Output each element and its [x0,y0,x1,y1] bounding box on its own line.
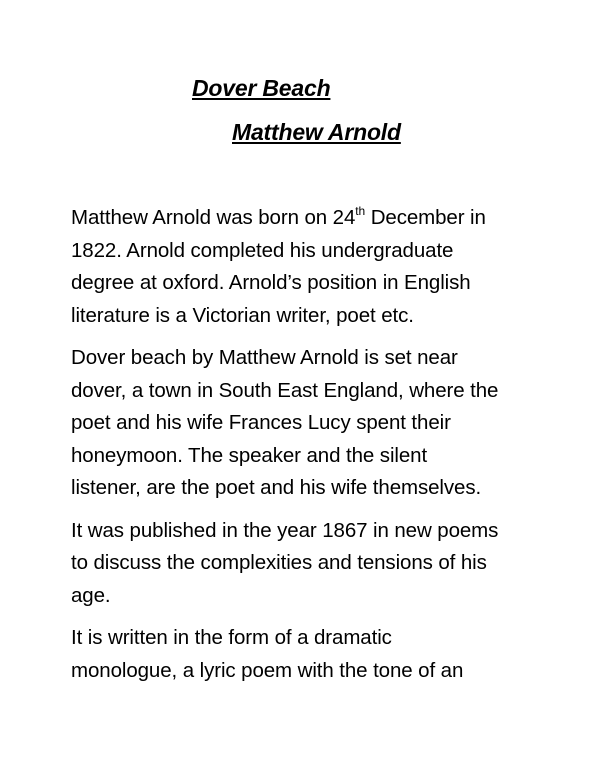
document-title: Dover Beach [192,75,331,101]
text-line: age. [71,583,111,607]
paragraph [71,622,541,687]
text-line: It was published in the year 1867 in new poems [71,518,499,542]
text-segment: Matthew Arnold was born on 24 [71,206,356,229]
text-line: degree at oxford. Arnold’s position in English [71,271,471,294]
text-line: poet and his wife Frances Lucy spent their [71,411,451,434]
text-line: monologue, a lyric poem with the tone of an [71,658,464,682]
document-author: Matthew Arnold [232,119,401,145]
text-line: dover, a town in South East England, where the [71,378,499,402]
text-line: Dover beach by Matthew Arnold is set near [71,346,458,369]
document-body [71,202,541,697]
text-line: listener, are the poet and his wife themselves. [71,476,482,499]
paragraph [71,342,541,505]
paragraph [71,202,541,332]
text-line: It is written in the form of a dramatic [71,626,392,649]
text-line: 1822. Arnold completed his undergraduate [71,238,454,262]
paragraph [71,515,541,613]
text-line: to discuss the complexities and tensions of his [71,551,487,574]
text-line: honeymoon. The speaker and the silent [71,443,428,467]
text-line [71,202,541,235]
ordinal-superscript: th [355,204,366,219]
text-line: literature is a Victorian writer, poet etc. [71,303,414,327]
text-segment: December in [365,206,486,229]
